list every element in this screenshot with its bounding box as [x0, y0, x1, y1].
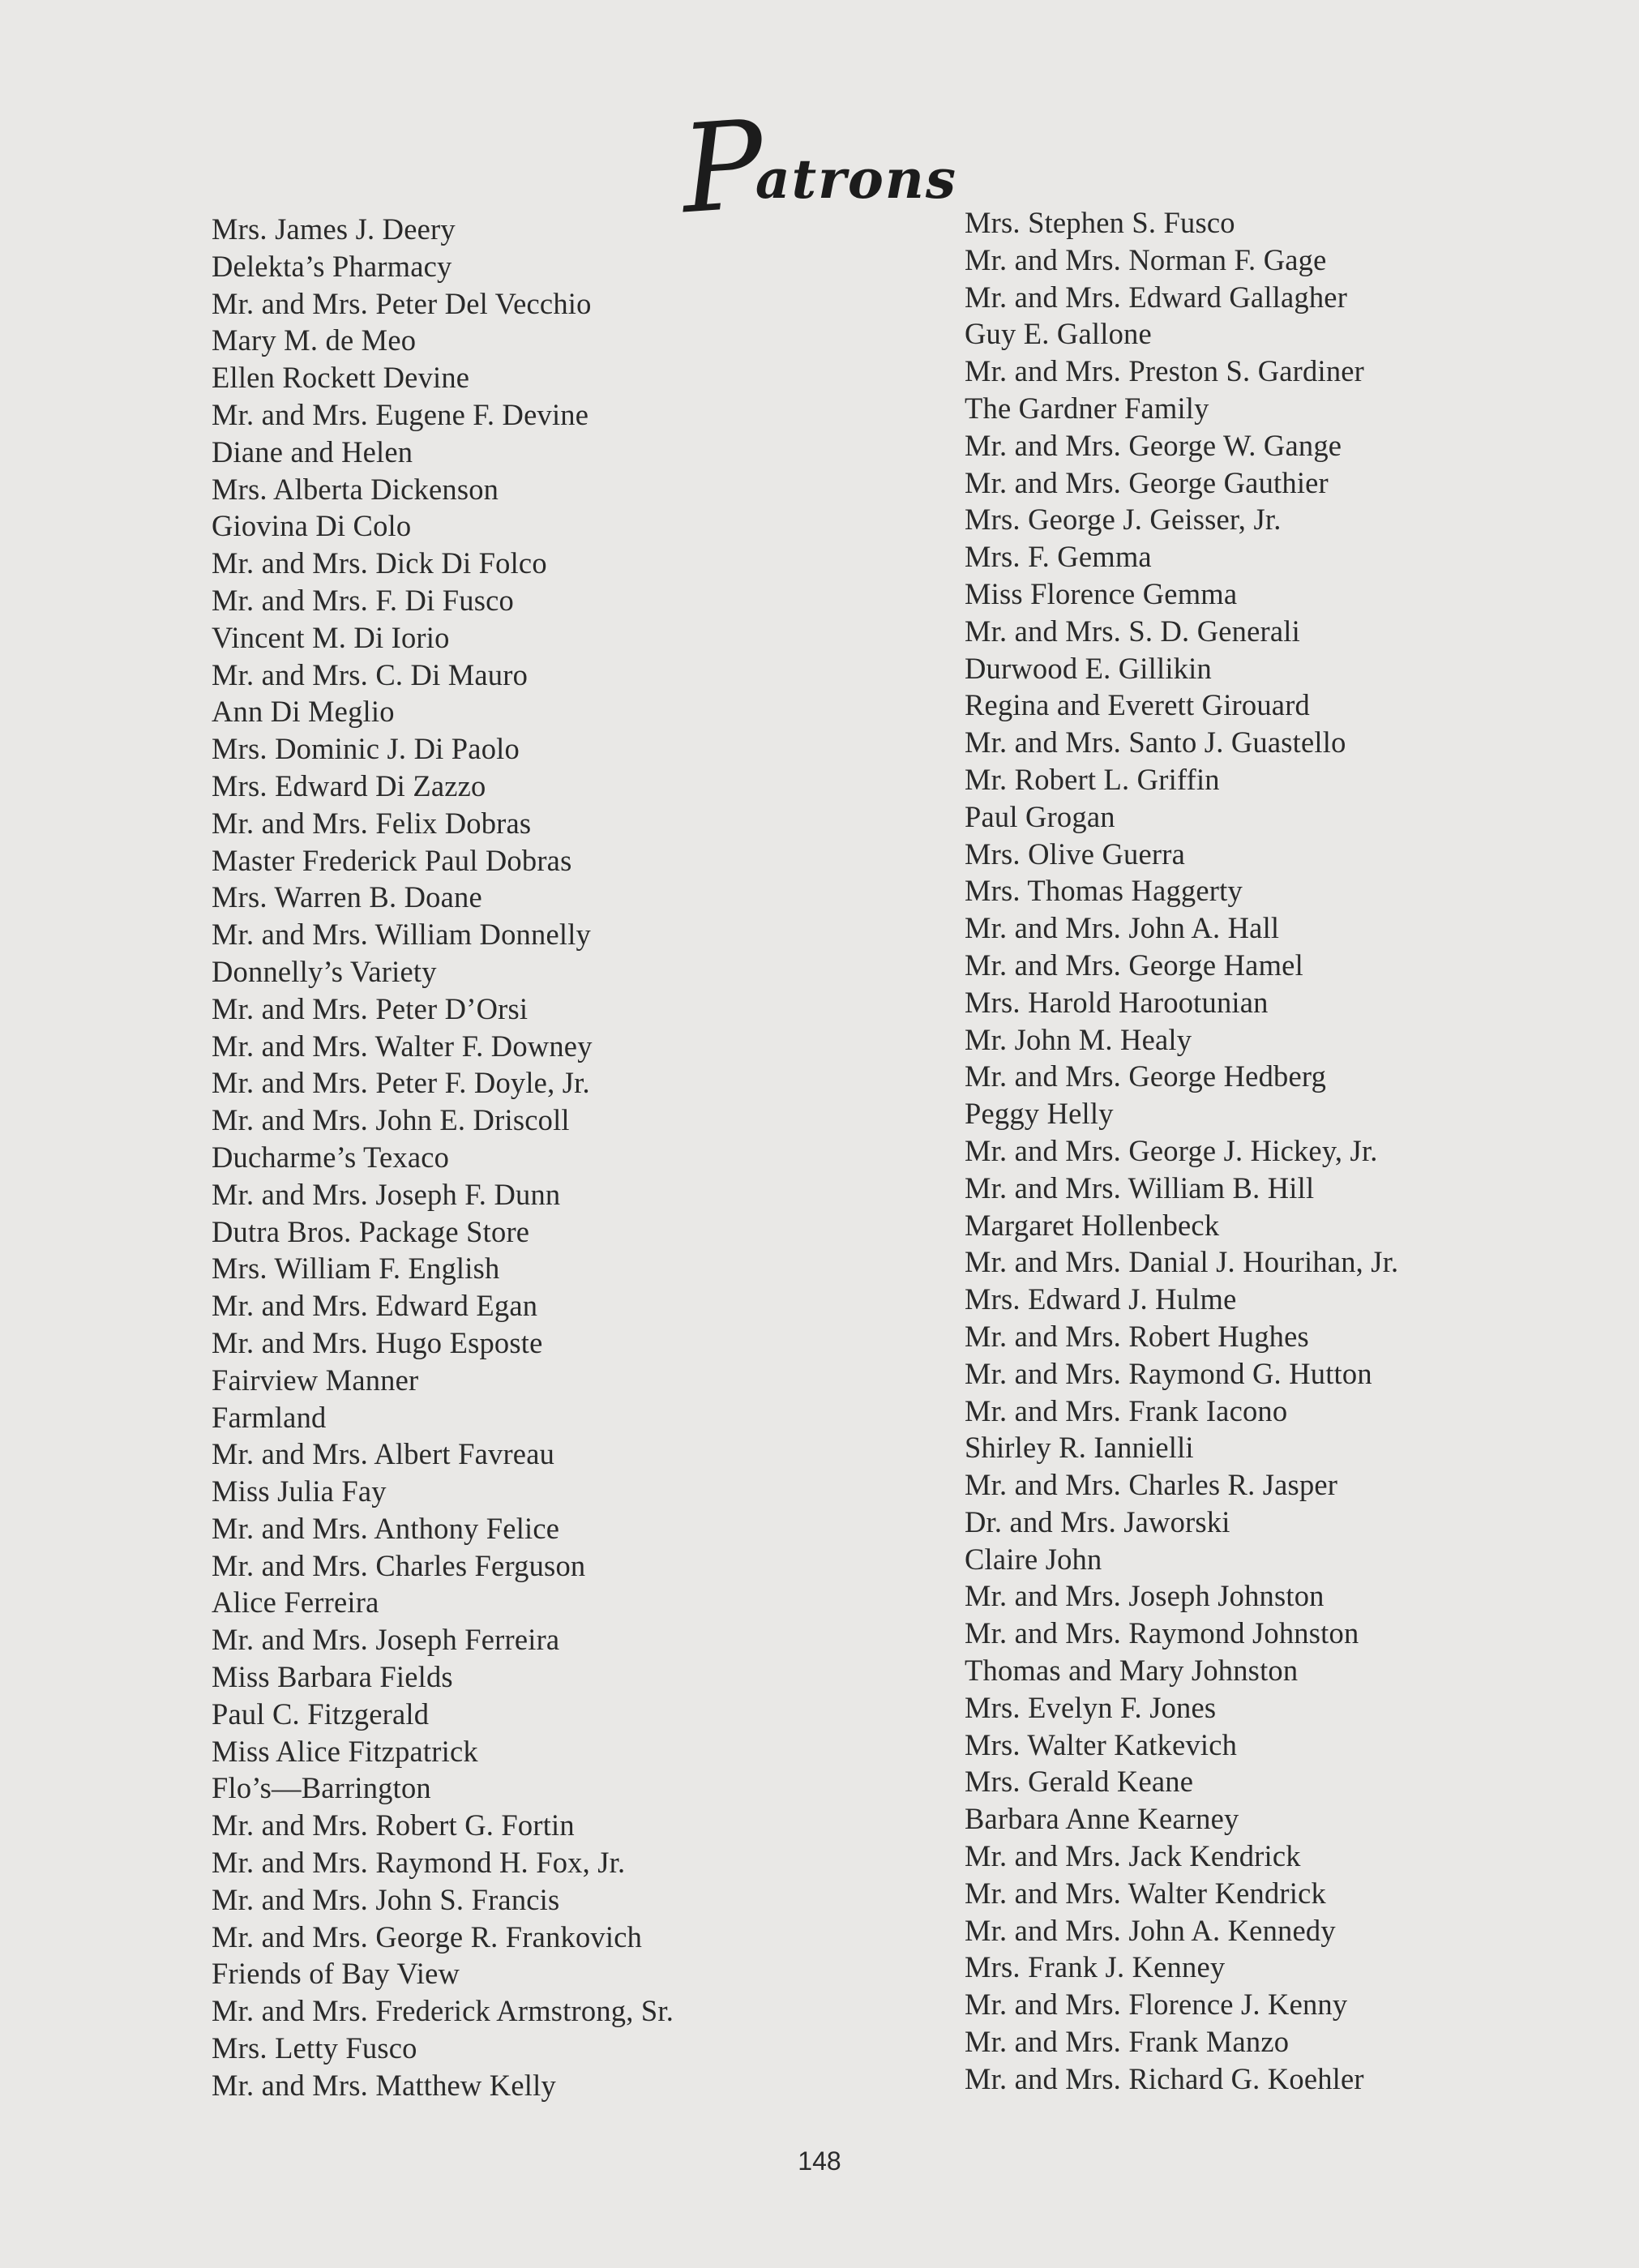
patron-entry: Mrs. Dominic J. Di Paolo: [212, 732, 520, 766]
patron-entry: Miss Florence Gemma: [965, 576, 1238, 610]
patron-entry: Master Frederick Paul Dobras: [212, 843, 572, 877]
patron-entry: Delekta’s Pharmacy: [212, 249, 452, 283]
patron-entry: Thomas and Mary Johnston: [965, 1654, 1299, 1688]
patron-entry: Mr. Robert L. Griffin: [965, 762, 1220, 796]
patron-entry: Mr. and Mrs. George Gauthier: [965, 465, 1329, 499]
patron-entry: Mr. and Mrs. William B. Hill: [965, 1170, 1315, 1205]
patron-entry: Mrs. Edward Di Zazzo: [212, 768, 486, 802]
patron-entry: Dutra Bros. Package Store: [212, 1214, 530, 1248]
patron-entry: Mr. and Mrs. George J. Hickey, Jr.: [965, 1133, 1378, 1167]
patron-entry: Mr. and Mrs. Raymond Johnston: [965, 1616, 1359, 1650]
patron-entry: Dr. and Mrs. Jaworski: [965, 1504, 1230, 1538]
patron-entry: Diane and Helen: [212, 434, 413, 469]
patron-entry: Mrs. William F. English: [212, 1252, 500, 1286]
patron-entry: Mr. and Mrs. Hugo Esposte: [212, 1325, 543, 1359]
patron-entry: Mr. and Mrs. Frank Manzo: [965, 2025, 1290, 2059]
patron-entry: Mr. and Mrs. Joseph F. Dunn: [212, 1177, 561, 1211]
patron-entry: Shirley R. Iannielli: [965, 1431, 1194, 1465]
patron-entry: Mr. and Mrs. Norman F. Gage: [965, 242, 1327, 276]
patron-entry: Mrs. James J. Deery: [212, 212, 456, 246]
patron-entry: Mr. and Mrs. Jack Kendrick: [965, 1839, 1301, 1873]
patron-entry: Mrs. Harold Harootunian: [965, 985, 1269, 1019]
patron-entry: Mr. and Mrs. John S. Francis: [212, 1882, 560, 1916]
patron-entry: Margaret Hollenbeck: [965, 1208, 1220, 1242]
patron-entry: Mr. and Mrs. Peter F. Doyle, Jr.: [212, 1066, 590, 1100]
patron-entry: Mr. and Mrs. F. Di Fusco: [212, 583, 514, 617]
patron-list-right: [965, 204, 1398, 2098]
patron-entry: Claire John: [965, 1542, 1102, 1576]
patron-entry: Mr. and Mrs. Robert G. Fortin: [212, 1808, 575, 1842]
patron-entry: Flo’s—Barrington: [212, 1771, 431, 1805]
patron-entry: Fairview Manner: [212, 1363, 419, 1397]
patron-entry: Mrs. Alberta Dickenson: [212, 472, 499, 506]
title-rest: atrons: [755, 148, 958, 211]
patron-entry: Peggy Helly: [965, 1097, 1114, 1131]
patron-entry: Mr. and Mrs. Raymond H. Fox, Jr.: [212, 1846, 626, 1880]
patron-entry: Mr. and Mrs. C. Di Mauro: [212, 657, 529, 691]
patron-entry: Mr. and Mrs. Charles Ferguson: [212, 1548, 586, 1582]
patron-entry: Mr. and Mrs. John A. Hall: [965, 911, 1280, 945]
patron-entry: Donnelly’s Variety: [212, 954, 437, 988]
patron-entry: Durwood E. Gillikin: [965, 651, 1212, 685]
patron-entry: Mr. and Mrs. George R. Frankovich: [212, 1919, 643, 1953]
patron-entry: Ann Di Meglio: [212, 695, 395, 729]
patron-entry: Giovina Di Colo: [212, 509, 412, 543]
patron-entry: Mr. and Mrs. Walter F. Downey: [212, 1029, 593, 1063]
patron-entry: Mr. and Mrs. Walter Kendrick: [965, 1876, 1326, 1910]
patron-entry: Mr. and Mrs. George Hamel: [965, 948, 1303, 982]
patron-entry: Mrs. Walter Katkevich: [965, 1727, 1238, 1761]
patron-entry: Mrs. Thomas Haggerty: [965, 874, 1243, 908]
patron-entry: Miss Alice Fitzpatrick: [212, 1734, 478, 1768]
patron-entry: Mr. and Mrs. Dick Di Folco: [212, 546, 547, 580]
patron-entry: Guy E. Gallone: [965, 317, 1152, 351]
patron-entry: Barbara Anne Kearney: [965, 1802, 1239, 1836]
patron-entry: Farmland: [212, 1400, 327, 1434]
patron-entry: The Gardner Family: [965, 391, 1209, 425]
patron-entry: Mary M. de Meo: [212, 323, 417, 357]
patron-entry: Mr. and Mrs. William Donnelly: [212, 918, 591, 952]
patron-entry: Mr. and Mrs. John A. Kennedy: [965, 1913, 1336, 1947]
patron-entry: Mr. and Mrs. Danial J. Hourihan, Jr.: [965, 1245, 1399, 1279]
patron-entry: Mr. and Mrs. Charles R. Jasper: [965, 1468, 1338, 1502]
patron-entry: Mrs. Frank J. Kenney: [965, 1950, 1226, 1984]
patron-entry: Mrs. Edward J. Hulme: [965, 1282, 1237, 1316]
patron-entry: Regina and Everett Girouard: [965, 688, 1311, 722]
patron-entry: Paul Grogan: [965, 799, 1115, 833]
patron-list-left: [212, 211, 674, 2104]
patron-entry: Mrs. Stephen S. Fusco: [965, 206, 1235, 239]
patron-entry: Mr. and Mrs. Peter Del Vecchio: [212, 286, 592, 320]
patron-entry: Mr. and Mrs. Anthony Felice: [212, 1511, 560, 1545]
patron-entry: Mr. and Mrs. Frank Iacono: [965, 1393, 1288, 1427]
patron-entry: Miss Barbara Fields: [212, 1660, 453, 1694]
patron-entry: Mr. and Mrs. John E. Driscoll: [212, 1103, 570, 1137]
patron-entry: Mr. and Mrs. Joseph Johnston: [965, 1579, 1324, 1613]
patron-entry: Paul C. Fitzgerald: [212, 1697, 430, 1731]
patron-entry: Mr. and Mrs. Frederick Armstrong, Sr.: [212, 1994, 674, 2028]
patron-entry: Mr. and Mrs. Albert Favreau: [212, 1437, 555, 1471]
patron-entry: Mr. and Mrs. George W. Gange: [965, 428, 1342, 462]
patron-entry: Mr. and Mrs. Eugene F. Devine: [212, 397, 589, 431]
patron-entry: Mrs. Evelyn F. Jones: [965, 1690, 1217, 1724]
patron-entry: Mr. John M. Healy: [965, 1022, 1192, 1056]
patron-entry: Mr. and Mrs. Santo J. Guastello: [965, 725, 1346, 760]
patron-entry: Mr. and Mrs. Robert Hughes: [965, 1319, 1309, 1353]
patron-entry: Mr. and Mrs. Richard G. Koehler: [965, 2061, 1364, 2095]
patron-entry: Miss Julia Fay: [212, 1474, 387, 1508]
patron-entry: Mr. and Mrs. Edward Gallagher: [965, 280, 1348, 314]
patron-entry: Mrs. F. Gemma: [965, 540, 1152, 574]
patron-entry: Mr. and Mrs. Florence J. Kenny: [965, 1988, 1348, 2022]
page-number: 148: [798, 2146, 841, 2176]
title-initial: P: [676, 94, 768, 242]
patron-entry: Mr. and Mrs. Raymond G. Hutton: [965, 1356, 1372, 1390]
patron-entry: Alice Ferreira: [212, 1585, 379, 1620]
patron-entry: Mrs. George J. Geisser, Jr.: [965, 503, 1282, 537]
patron-entry: Mr. and Mrs. Edward Egan: [212, 1289, 538, 1323]
patron-entry: Mr. and Mrs. S. D. Generali: [965, 614, 1300, 648]
patron-entry: Mrs. Olive Guerra: [965, 837, 1185, 871]
patron-entry: Mr. and Mrs. Felix Dobras: [212, 806, 532, 840]
patron-entry: Mrs. Gerald Keane: [965, 1765, 1194, 1799]
patron-entry: Mr. and Mrs. Peter D’Orsi: [212, 991, 529, 1025]
patron-entry: Ducharme’s Texaco: [212, 1140, 450, 1174]
patron-entry: Mrs. Warren B. Doane: [212, 880, 482, 914]
patron-entry: Mr. and Mrs. George Hedberg: [965, 1059, 1327, 1093]
patron-entry: Vincent M. Di Iorio: [212, 620, 450, 654]
patron-entry: Mrs. Letty Fusco: [212, 2031, 417, 2065]
patron-entry: Ellen Rockett Devine: [212, 361, 470, 395]
patron-entry: Mr. and Mrs. Preston S. Gardiner: [965, 354, 1365, 388]
patron-entry: Mr. and Mrs. Joseph Ferreira: [212, 1623, 560, 1657]
patron-entry: Mr. and Mrs. Matthew Kelly: [212, 2068, 556, 2102]
patron-entry: Friends of Bay View: [212, 1957, 460, 1991]
